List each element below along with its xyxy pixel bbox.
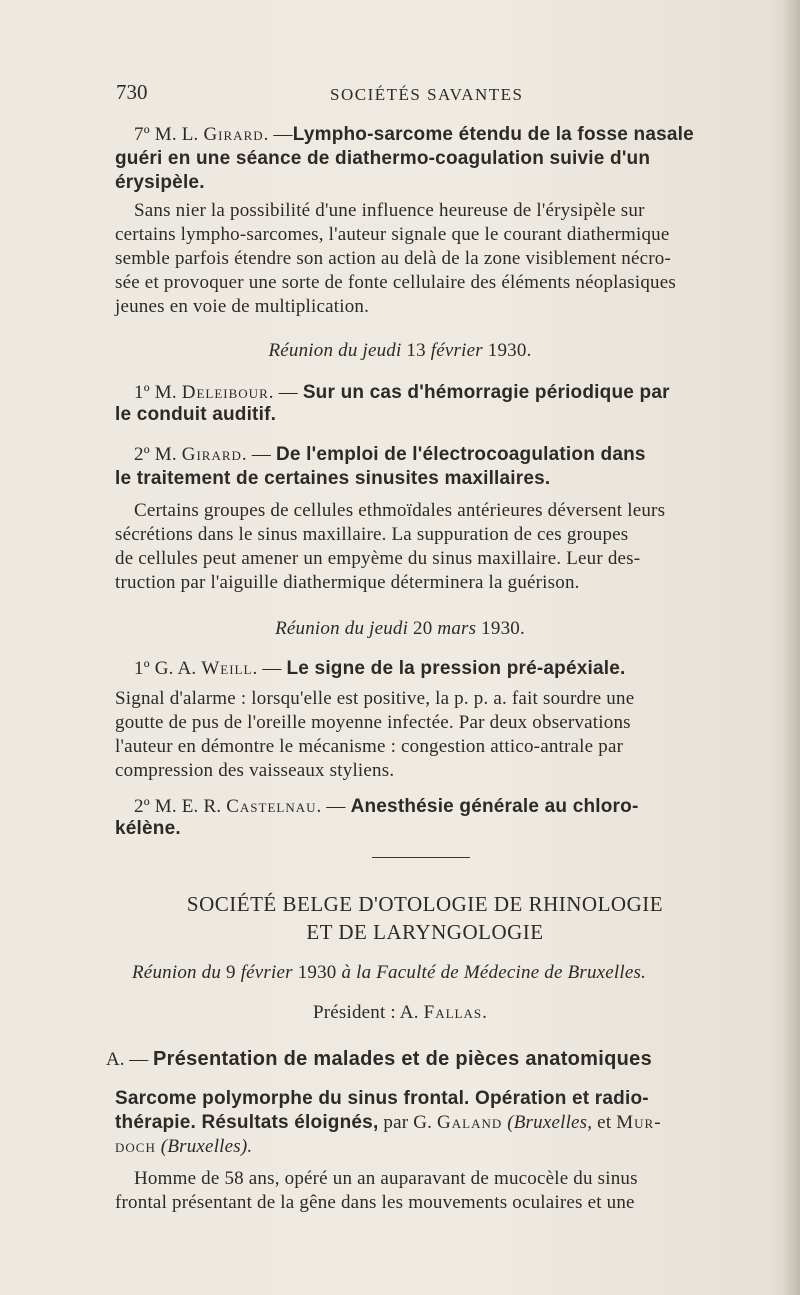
para4-line2: frontal présentant de la gêne dans les mouvements oculaires et une [115,1192,635,1213]
meeting-year: 1930. [487,340,532,361]
item-1-mar-heading [134,658,625,680]
author-name: Girard [181,444,242,465]
president-name: Fallas [423,1002,483,1023]
para2-line4: truction par l'aiguille diathermique déterminera la guérison. [115,572,580,593]
article-title-end: thérapie. Résultats éloignés, [115,1112,379,1133]
conjunction: et [592,1112,617,1133]
para2-line3: de cellules peut amener un empyème du sinus maxillaire. Leur des- [115,548,641,569]
author-name: Deleibour [181,382,269,403]
punctuation: . [482,1002,488,1023]
separator: . — [263,124,293,145]
item-1-feb-heading-line1 [134,382,670,404]
item-7-heading-line3: érysipèle. [115,172,205,193]
section-a-heading [106,1048,652,1071]
meeting-month: février [430,340,483,361]
meeting-month: mars [437,618,477,639]
meeting-day: 20 [413,618,433,639]
meeting-prefix: Réunion du jeudi [275,618,409,639]
meeting-month: février [240,962,293,983]
item-title: Sur un cas d'hémorragie périodique par [302,382,670,403]
author-city: (Bruxelles, [507,1112,593,1133]
item-number: 1º M. [134,382,182,403]
author-name: Weill [201,658,253,679]
item-title: Lympho-sarcome étendu de la fosse nasale [292,124,694,145]
para1-line5: jeunes en voie de multiplication. [115,296,370,317]
separator: . — [241,444,276,465]
para4-line1: Homme de 58 ans, opéré un an auparavant de mucocèle du sinus [134,1168,638,1189]
meeting-day: 9 [226,962,236,983]
item-number: 7º M. L. [134,124,204,145]
item-number: 1º G. A. [134,658,202,679]
section-letter: A. — [106,1049,153,1070]
item-title: De l'emploi de l'électrocoagulation dans [275,444,646,465]
separator: . — [268,382,303,403]
meeting-heading-mar [0,618,800,640]
separator: . — [252,658,287,679]
item-2-feb-heading-line1 [134,444,646,466]
item-title: Le signe de la pression pré-apéxiale. [286,658,626,679]
article-title-line3 [115,1136,252,1158]
author-name-part1: Mur- [616,1112,662,1133]
para3-line3: l'auteur en démontre le mécanisme : congestion attico-antrale par [115,736,624,757]
president-line [0,1002,800,1024]
para3-line4: compression des vaisseaux styliens. [115,760,395,781]
item-2-mar-heading-line1 [134,796,638,818]
meeting-year: 1930. [481,618,525,639]
meeting-prefix: Réunion du [132,962,222,983]
para1-line4: sée et provoquer une sorte de fonte cellulaire des éléments néoplasiques [115,272,676,293]
item-2-feb-heading-line2: le traitement de certaines sinusites maxillaires. [115,468,551,489]
item-1-feb-heading-line2: le conduit auditif. [115,404,277,425]
page-edge-shadow [782,0,800,1295]
para1-line2: certains lympho-sarcomes, l'auteur signale que le courant diathermique [115,224,670,245]
society-meeting-line [132,962,646,984]
separator: . — [316,796,351,817]
article-title-line2 [115,1112,662,1134]
item-number: 2º M. [134,444,182,465]
item-title: Anesthésie générale au chloro- [350,796,639,817]
article-title-line1: Sarcome polymorphe du sinus frontal. Opération et radio- [115,1088,649,1109]
item-7-heading-line1 [134,124,694,146]
para3-line2: goutte de pus de l'oreille moyenne infectée. Par deux observations [115,712,631,733]
item-7-heading-line2: guéri en une séance de diathermo-coagulation suivie d'un [115,148,651,169]
section-title: Présentation de malades et de pièces anatomiques [152,1048,653,1070]
president-label: Président : A. [312,1002,424,1023]
para2-line1: Certains groupes de cellules ethmoïdales antérieures déversent leurs [134,500,666,521]
author-name: Girard [203,124,264,145]
para1-line3: semble parfois étendre son action au delà de la zone visiblement nécro- [115,248,672,269]
item-number: 2º M. E. R. [134,796,227,817]
meeting-place: à la Faculté de Médecine de Bruxelles. [341,962,647,983]
para3-line1: Signal d'alarme : lorsqu'elle est positive, la p. p. a. fait sourdre une [115,688,635,709]
para2-line2: sécrétions dans le sinus maxillaire. La suppuration de ces groupes [115,524,629,545]
item-2-mar-heading-line2: kélène. [115,818,181,839]
para1-line1: Sans nier la possibilité d'une influence heureuse de l'érysipèle sur [134,200,645,221]
society-title-line1: SOCIÉTÉ BELGE D'OTOLOGIE DE RHINOLOGIE [186,892,664,916]
running-title: SOCIÉTÉS SAVANTES [330,85,524,104]
author-name: Castelnau [226,796,317,817]
meeting-day: 13 [406,340,426,361]
meeting-prefix: Réunion du jeudi [268,340,402,361]
author-name-part2: doch [115,1136,156,1157]
meeting-heading-feb [0,340,800,362]
byline: par G. [378,1112,438,1133]
author-city: (Bruxelles). [160,1136,253,1157]
page-number: 730 [116,80,148,104]
society-title-line2: ET DE LARYNGOLOGIE [306,920,544,944]
author-name: Galand [437,1112,503,1133]
meeting-year: 1930 [297,962,337,983]
section-divider [372,857,470,858]
